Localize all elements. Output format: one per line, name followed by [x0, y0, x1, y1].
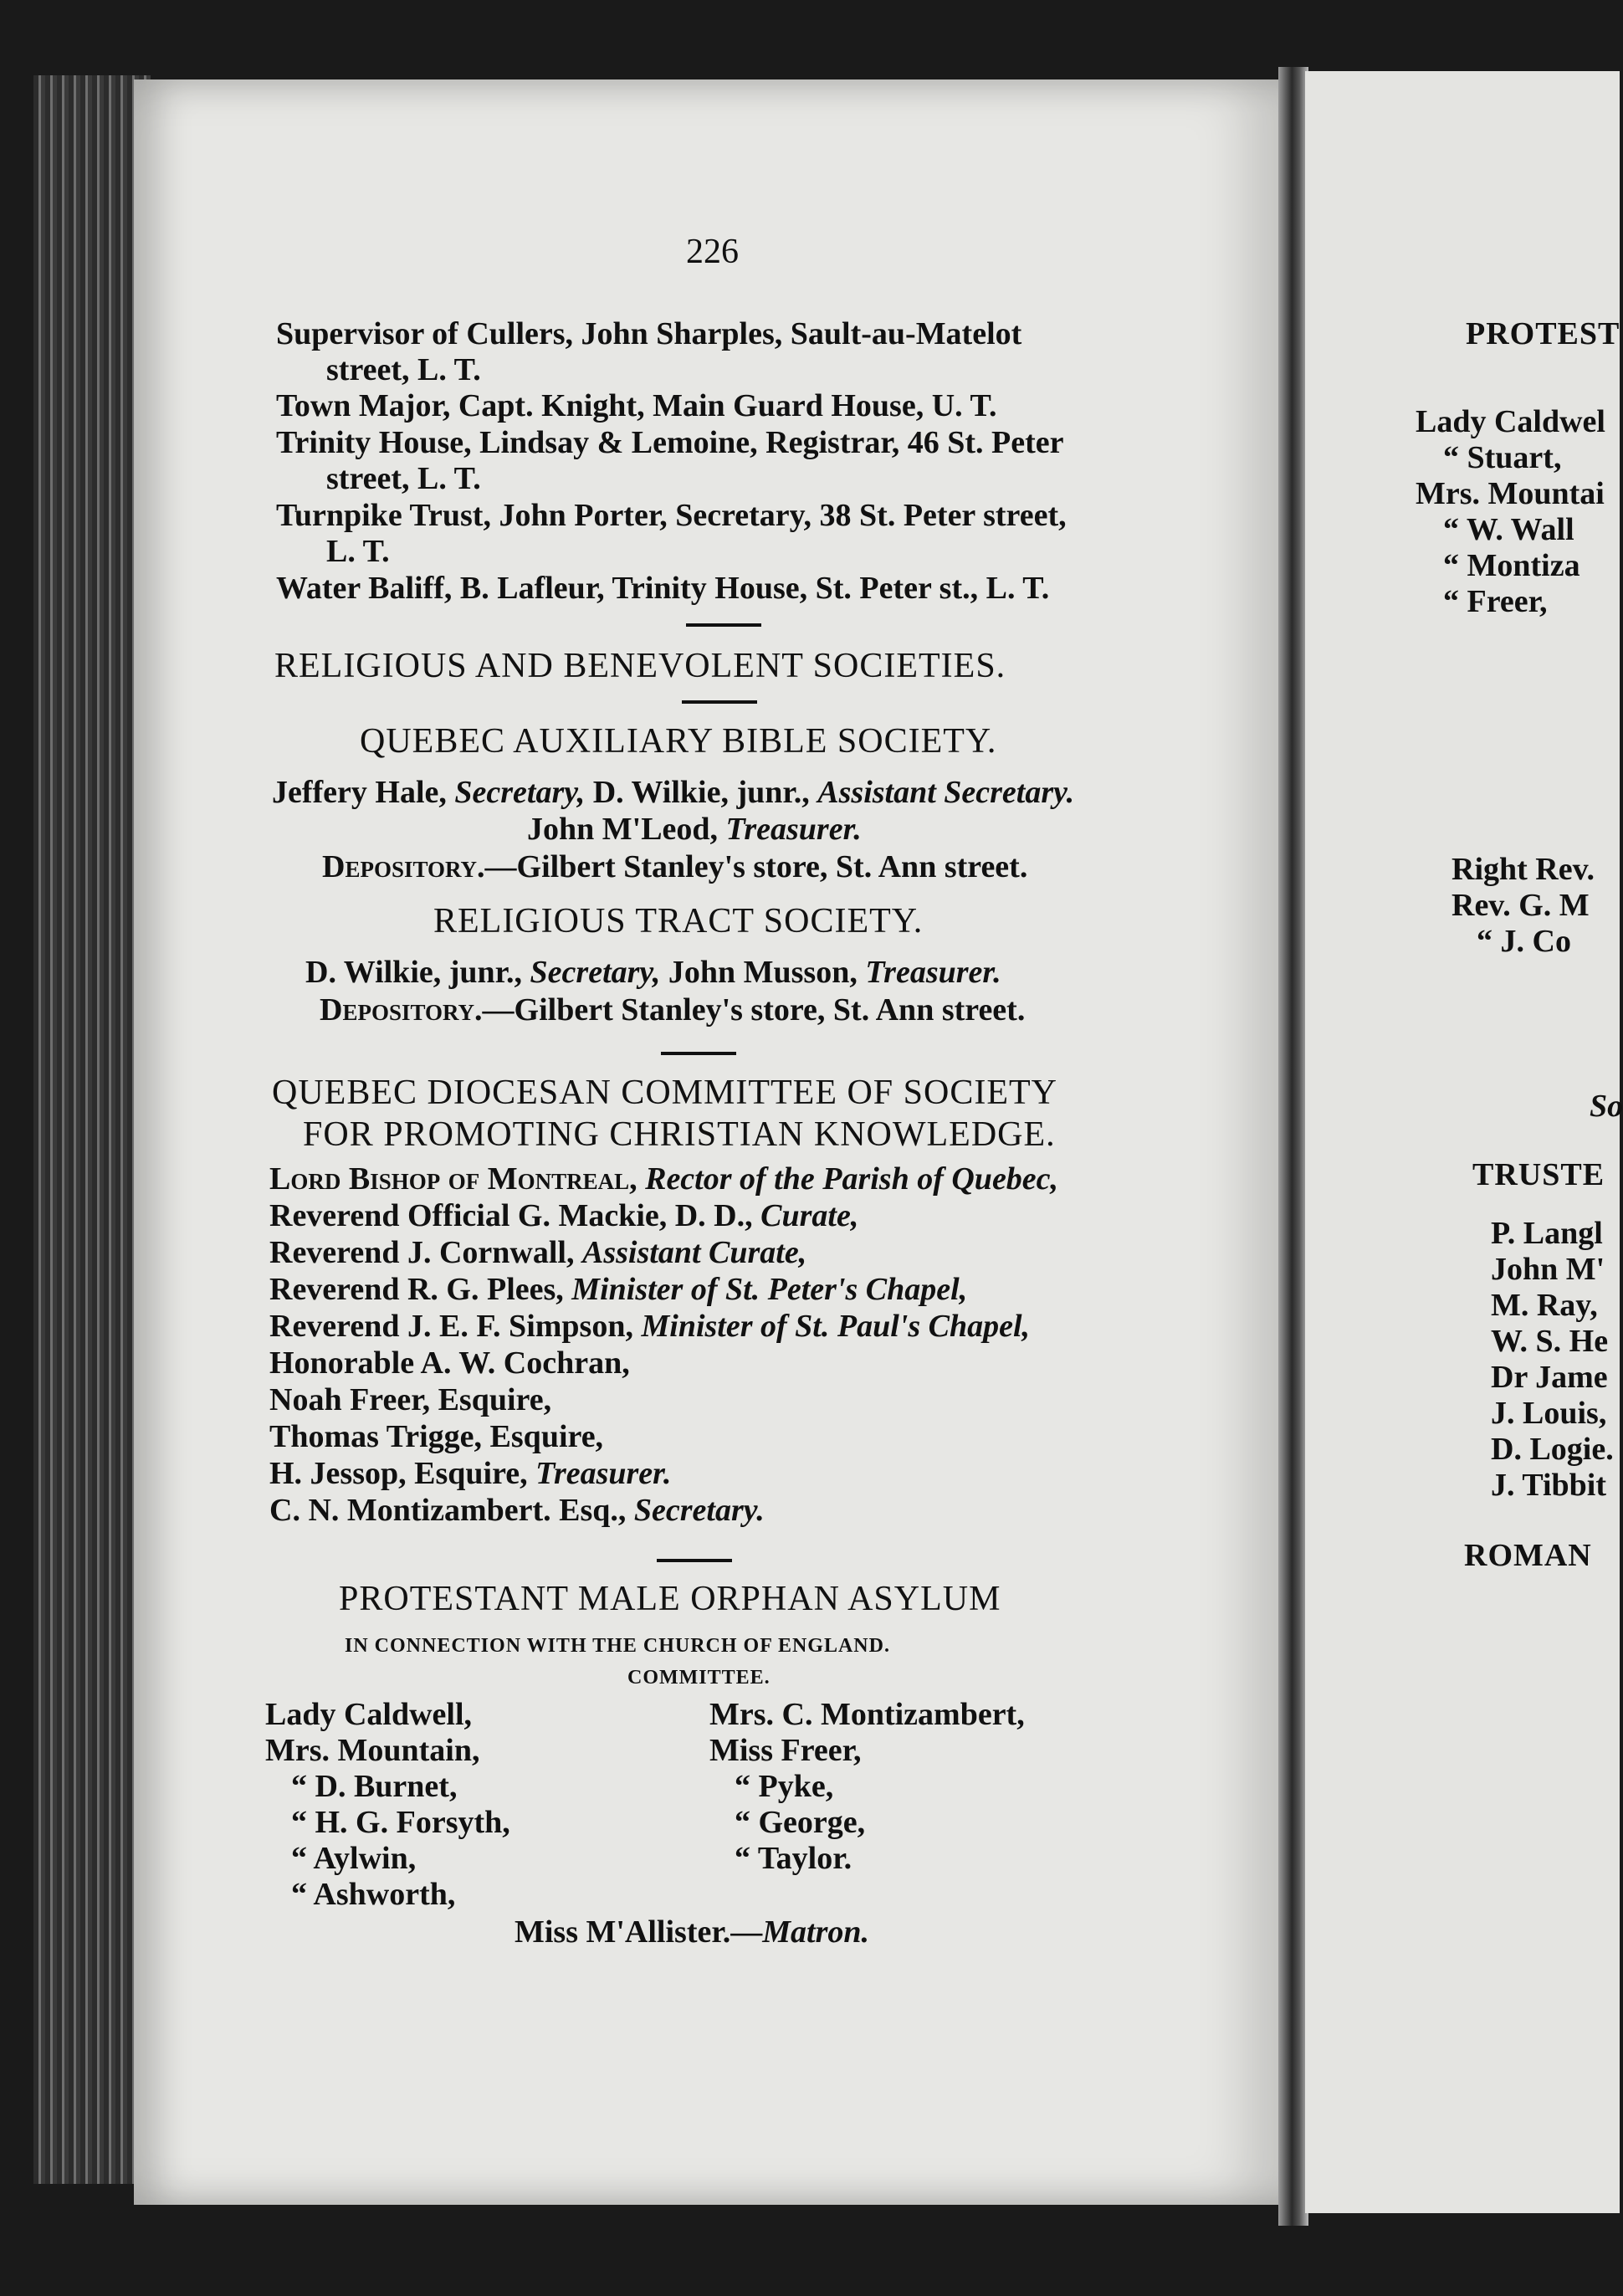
tract-society-heading: RELIGIOUS TRACT SOCIETY.: [433, 902, 924, 940]
right-page-line: “ J. Co: [1477, 924, 1571, 959]
committee-member: Miss Freer,: [709, 1733, 862, 1768]
right-page-line: “ Montiza: [1443, 548, 1580, 583]
right-page-line: “ Stuart,: [1443, 440, 1562, 475]
right-page-line: W. S. He: [1491, 1324, 1609, 1359]
committee-member: “ Ashworth,: [291, 1877, 456, 1912]
right-page-line: Rev. G. M: [1451, 888, 1590, 923]
committee-member: “ D. Burnet,: [291, 1769, 458, 1804]
right-page-line: J. Tibbit: [1491, 1468, 1607, 1503]
right-page-line: “ Freer,: [1443, 584, 1548, 619]
bible-society-depository: Depository.—Gilbert Stanley's store, St. Ann street.: [322, 849, 1028, 884]
divider-rule: [686, 623, 761, 627]
right-page-line: Right Rev.: [1451, 852, 1595, 887]
tract-society-officers: D. Wilkie, junr., Secretary, John Musson, Treasurer.: [305, 955, 1001, 990]
religious-heading: RELIGIOUS AND BENEVOLENT SOCIETIES.: [274, 647, 1006, 685]
diocesan-member: Reverend J. E. F. Simpson, Minister of St. Paul's Chapel,: [269, 1309, 1031, 1344]
diocesan-member: H. Jessop, Esquire, Treasurer.: [269, 1456, 672, 1491]
official-entry-cont: street, L. T.: [326, 461, 481, 496]
committee-member: “ H. G. Forsyth,: [291, 1805, 510, 1840]
bible-society-treasurer: John M'Leod, Treasurer.: [527, 812, 862, 847]
bible-society-officers: Jeffery Hale, Secretary, D. Wilkie, junr., Assistant Secretary.: [272, 775, 1075, 810]
right-page-line: Lady Caldwel: [1416, 404, 1605, 439]
official-entry-cont: street, L. T.: [326, 352, 481, 387]
asylum-matron: Miss M'Allister.—Matron.: [515, 1914, 870, 1950]
right-page-line: J. Louis,: [1491, 1396, 1607, 1431]
right-page-line: Mrs. Mountai: [1416, 476, 1605, 511]
diocesan-heading-line1: QUEBEC DIOCESAN COMMITTEE OF SOCIETY: [272, 1074, 1057, 1112]
right-page-line: “ W. Wall: [1443, 512, 1574, 547]
page-gutter: [1278, 67, 1308, 2226]
divider-rule: [682, 700, 757, 704]
right-page-line: So: [1590, 1089, 1623, 1124]
page-number: 226: [686, 233, 739, 271]
diocesan-member: C. N. Montizambert. Esq., Secretary.: [269, 1493, 765, 1528]
committee-member: Mrs. Mountain,: [265, 1733, 480, 1768]
book-edge: [33, 75, 151, 2184]
diocesan-member: Reverend Official G. Mackie, D. D., Curate,: [269, 1198, 859, 1233]
diocesan-member: Lord Bishop of Montreal, Rector of the Parish of Quebec,: [269, 1161, 1059, 1197]
diocesan-member: Noah Freer, Esquire,: [269, 1382, 552, 1417]
committee-member: Lady Caldwell,: [265, 1697, 473, 1732]
committee-member: “ Pyke,: [735, 1769, 834, 1804]
right-page-line: D. Logie.: [1491, 1432, 1614, 1467]
official-entry: Town Major, Capt. Knight, Main Guard House, U. T.: [276, 388, 997, 423]
right-page-heading: ROMAN: [1464, 1538, 1592, 1573]
asylum-subheading: IN CONNECTION WITH THE CHURCH OF ENGLAND.: [345, 1635, 890, 1657]
official-entry: Turnpike Trust, John Porter, Secretary, 38 St. Peter street,: [276, 498, 1067, 533]
right-page-line: Dr Jame: [1491, 1360, 1608, 1395]
right-page: [1305, 71, 1623, 2213]
tract-society-depository: Depository.—Gilbert Stanley's store, St. Ann street.: [320, 992, 1026, 1028]
asylum-committee-label: COMMITTEE.: [627, 1667, 771, 1689]
diocesan-member: Reverend J. Cornwall, Assistant Curate,: [269, 1235, 807, 1270]
official-entry: Supervisor of Cullers, John Sharples, Sault-au-Matelot: [276, 316, 1022, 351]
left-page: [134, 79, 1280, 2205]
divider-rule: [661, 1052, 736, 1055]
right-page-line: P. Langl: [1491, 1216, 1603, 1251]
committee-member: “ Taylor.: [735, 1841, 852, 1876]
diocesan-heading-line2: FOR PROMOTING CHRISTIAN KNOWLEDGE.: [303, 1115, 1056, 1154]
diocesan-member: Thomas Trigge, Esquire,: [269, 1419, 604, 1454]
right-page-heading: PROTEST: [1466, 316, 1620, 351]
committee-member: “ George,: [735, 1805, 866, 1840]
diocesan-member: Honorable A. W. Cochran,: [269, 1345, 630, 1381]
official-entry: Water Baliff, B. Lafleur, Trinity House, St. Peter st., L. T.: [276, 571, 1050, 606]
committee-member: “ Aylwin,: [291, 1841, 417, 1876]
committee-member: Mrs. C. Montizambert,: [709, 1697, 1025, 1732]
right-page-heading: TRUSTE: [1472, 1157, 1605, 1192]
asylum-heading: PROTESTANT MALE ORPHAN ASYLUM: [339, 1580, 1001, 1618]
diocesan-member: Reverend R. G. Plees, Minister of St. Peter's Chapel,: [269, 1272, 968, 1307]
right-page-line: M. Ray,: [1491, 1288, 1598, 1323]
right-page-line: John M': [1491, 1252, 1605, 1287]
bible-society-heading: QUEBEC AUXILIARY BIBLE SOCIETY.: [360, 722, 997, 761]
official-entry: Trinity House, Lindsay & Lemoine, Registrar, 46 St. Peter: [276, 425, 1064, 460]
official-entry-cont: L. T.: [326, 534, 390, 569]
divider-rule: [657, 1559, 732, 1562]
